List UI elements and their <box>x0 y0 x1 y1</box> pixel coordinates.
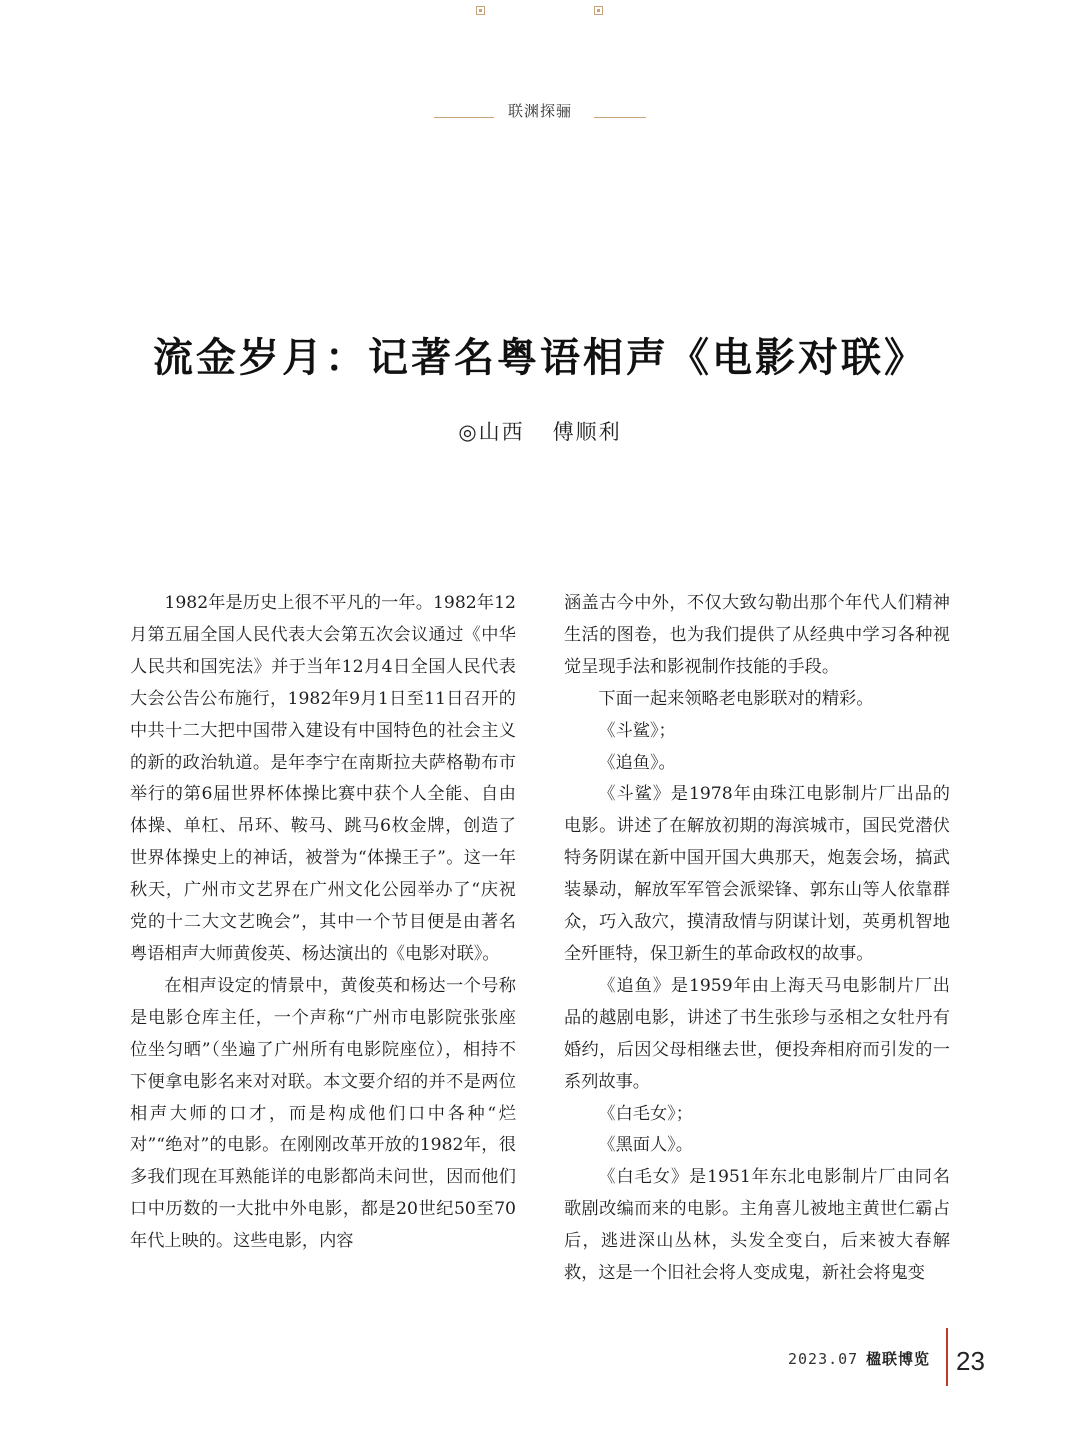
page-number: 23 <box>956 1346 985 1376</box>
byline-symbol: ◎ <box>458 420 479 444</box>
section-label: 联渊探骊 <box>507 102 572 120</box>
paragraph: 在相声设定的情景中，黄俊英和杨达一个号称是电影仓库主任，一个声称“广州市电影院张张座位坐匀晒”（坐遍了广州所有电影院座位），相持不下便拿电影名来对对联。本文要介绍的并不是两位相声大师的口才，而是构成他们口中各种“烂对”“绝对”的电影。在刚刚改革开放的1982年，很多我们现在耳熟能详的电影都尚未问世，因而他们口中历数的一大批中外电影，都是20世纪50至70年代上映的。这些电影，内容 <box>130 975 516 1252</box>
left-column <box>130 588 516 1258</box>
header-rule-right <box>594 117 646 118</box>
article-title: 流金岁月：记著名粤语相声《电影对联》 <box>153 335 927 381</box>
right-column <box>564 588 950 1290</box>
couplet-line: 《白毛女》； <box>598 1103 693 1124</box>
byline <box>340 416 740 446</box>
issue-date: 2023.07 <box>788 1350 859 1368</box>
paragraph: 下面一起来领略老电影联对的精彩。 <box>598 688 874 709</box>
ornament-left-icon <box>476 6 485 15</box>
header-rule-left <box>434 117 494 118</box>
paragraph-continued: 涵盖古今中外，不仅大致勾勒出那个年代人们精神生活的图卷，也为我们提供了从经典中学习各种视觉呈现手法和影视制作技能的手段。 <box>564 593 950 677</box>
footer-rule <box>946 1328 948 1386</box>
paragraph: 《斗鲨》是1978年由珠江电影制片厂出品的电影。讲述了在解放初期的海滨城市，国民党潜伏特务阴谋在新中国开国大典那天，炮轰会场，搞武装暴动，解放军军管会派梁锋、郭东山等人依靠群众，巧入敌穴，摸清敌情与阴谋计划，英勇机智地全歼匪特，保卫新生的革命政权的故事。 <box>564 784 950 964</box>
byline-author: 傅顺利 <box>552 420 622 444</box>
page-footer <box>760 1328 1040 1388</box>
paragraph: 《追鱼》是1959年由上海天马电影制片厂出品的越剧电影，讲述了书生张珍与丞相之女牡丹有婚约，后因父母相继去世，便投奔相府而引发的一系列故事。 <box>564 975 950 1092</box>
couplet-line: 《黑面人》。 <box>598 1135 693 1156</box>
ornament-right-icon <box>594 6 603 15</box>
paragraph: 1982年是历史上很不平凡的一年。1982年12月第五届全国人民代表大会第五次会议通过《中华人民共和国宪法》并于当年12月4日全国人民代表大会公告公布施行，1982年9月1日至11日召开的中共十二大把中国带入建设有中国特色的社会主义的新的政治轨道。是年李宁在南斯拉夫萨格勒布市举行的第6届世界杯体操比赛中获个人全能、自由体操、单杠、吊环、鞍马、跳马6枚金牌，创造了世界体操史上的神话，被誉为“体操王子”。这一年秋天，广州市文艺界在广州文化公园举办了“庆祝党的十二大文艺晚会”，其中一个节目便是由著名粤语相声大师黄俊英、杨达演出的《电影对联》。 <box>130 593 516 964</box>
couplet-line: 《追鱼》。 <box>598 752 676 773</box>
couplet-line: 《斗鲨》； <box>598 720 676 741</box>
byline-place: 山西 <box>478 420 525 444</box>
paragraph: 《白毛女》是1951年东北电影制片厂由同名歌剧改编而来的电影。主角喜儿被地主黄世仁霸占后，逃进深山丛林，头发全变白，后来被大春解救，这是一个旧社会将人变成鬼，新社会将鬼变 <box>564 1167 950 1284</box>
publication-name: 楹联博览 <box>866 1350 931 1368</box>
